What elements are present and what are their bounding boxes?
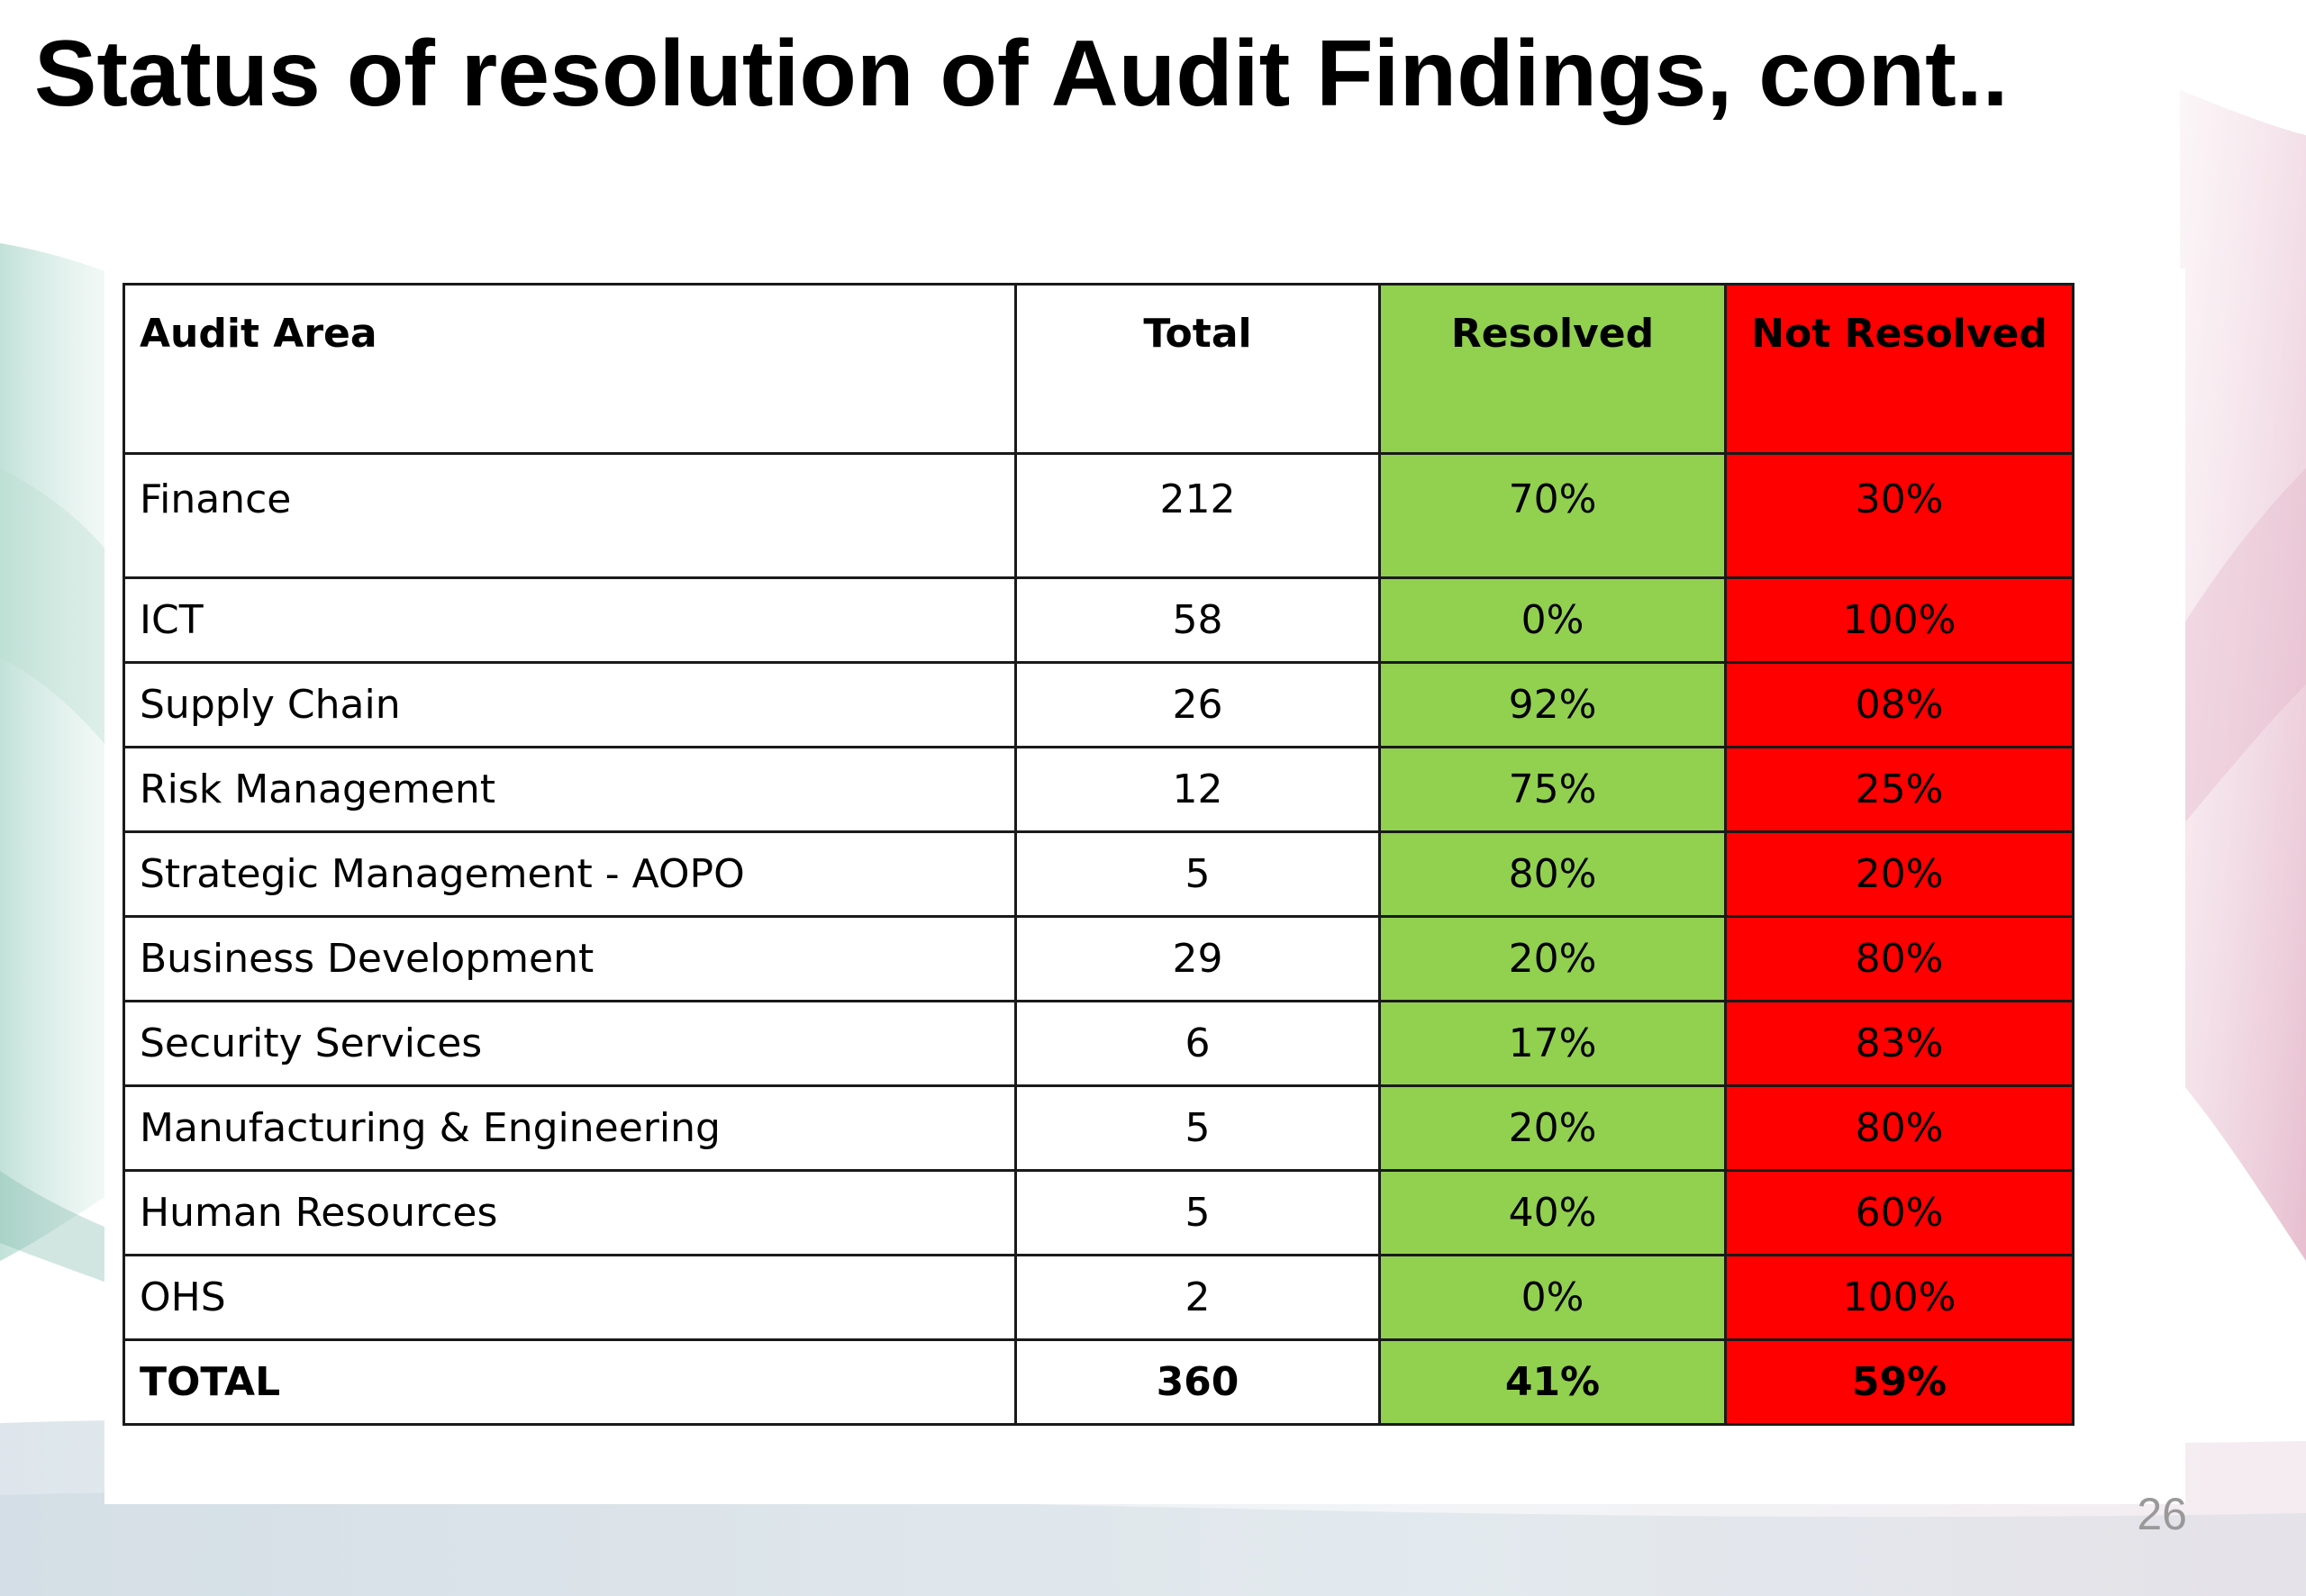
header-audit-area: Audit Area: [124, 285, 1016, 454]
cell-audit-area: Manufacturing & Engineering: [124, 1086, 1016, 1171]
cell-not-resolved: 100%: [1726, 578, 2074, 663]
cell-resolved: 0%: [1380, 1256, 1726, 1340]
cell-not-resolved: 30%: [1726, 454, 2074, 578]
cell-audit-area: ICT: [124, 578, 1016, 663]
header-resolved: Resolved: [1380, 285, 1726, 454]
table-header-row: [124, 285, 2074, 454]
cell-not-resolved: 80%: [1726, 917, 2074, 1002]
table-row: [124, 454, 2074, 578]
cell-not-resolved: 60%: [1726, 1171, 2074, 1256]
total-resolved: 41%: [1380, 1340, 1726, 1425]
cell-resolved: 70%: [1380, 454, 1726, 578]
cell-resolved: 92%: [1380, 663, 1726, 748]
cell-audit-area: Supply Chain: [124, 663, 1016, 748]
table-row: [124, 663, 2074, 748]
total-label: TOTAL: [124, 1340, 1016, 1425]
table-row: [124, 1002, 2074, 1086]
cell-resolved: 17%: [1380, 1002, 1726, 1086]
cell-not-resolved: 08%: [1726, 663, 2074, 748]
total-count: 360: [1016, 1340, 1380, 1425]
cell-resolved: 80%: [1380, 832, 1726, 917]
table-row: [124, 748, 2074, 832]
cell-total: 2: [1016, 1256, 1380, 1340]
cell-not-resolved: 80%: [1726, 1086, 2074, 1171]
cell-audit-area: Finance: [124, 454, 1016, 578]
cell-audit-area: Business Development: [124, 917, 1016, 1002]
cell-total: 29: [1016, 917, 1380, 1002]
cell-resolved: 75%: [1380, 748, 1726, 832]
table-row: [124, 917, 2074, 1002]
table-row: [124, 1256, 2074, 1340]
table-row: [124, 1086, 2074, 1171]
table-row: [124, 832, 2074, 917]
cell-total: 6: [1016, 1002, 1380, 1086]
cell-not-resolved: 20%: [1726, 832, 2074, 917]
cell-total: 12: [1016, 748, 1380, 832]
total-not-resolved: 59%: [1726, 1340, 2074, 1425]
cell-not-resolved: 100%: [1726, 1256, 2074, 1340]
cell-total: 5: [1016, 1086, 1380, 1171]
table-total-row: [124, 1340, 2074, 1425]
cell-total: 58: [1016, 578, 1380, 663]
audit-findings-table: [123, 283, 2074, 1426]
table-row: [124, 578, 2074, 663]
cell-audit-area: Security Services: [124, 1002, 1016, 1086]
cell-total: 26: [1016, 663, 1380, 748]
header-total: Total: [1016, 285, 1380, 454]
cell-resolved: 20%: [1380, 917, 1726, 1002]
cell-audit-area: Risk Management: [124, 748, 1016, 832]
cell-total: 5: [1016, 1171, 1380, 1256]
cell-audit-area: Human Resources: [124, 1171, 1016, 1256]
cell-total: 212: [1016, 454, 1380, 578]
cell-total: 5: [1016, 832, 1380, 917]
cell-resolved: 20%: [1380, 1086, 1726, 1171]
page-number: 26: [2137, 1489, 2187, 1539]
cell-audit-area: OHS: [124, 1256, 1016, 1340]
cell-resolved: 0%: [1380, 578, 1726, 663]
cell-resolved: 40%: [1380, 1171, 1726, 1256]
cell-audit-area: Strategic Management - AOPO: [124, 832, 1016, 917]
table-row: [124, 1171, 2074, 1256]
cell-not-resolved: 83%: [1726, 1002, 2074, 1086]
slide-title: Status of resolution of Audit Findings, cont..: [34, 22, 2009, 126]
header-not-resolved: Not Resolved: [1726, 285, 2074, 454]
cell-not-resolved: 25%: [1726, 748, 2074, 832]
